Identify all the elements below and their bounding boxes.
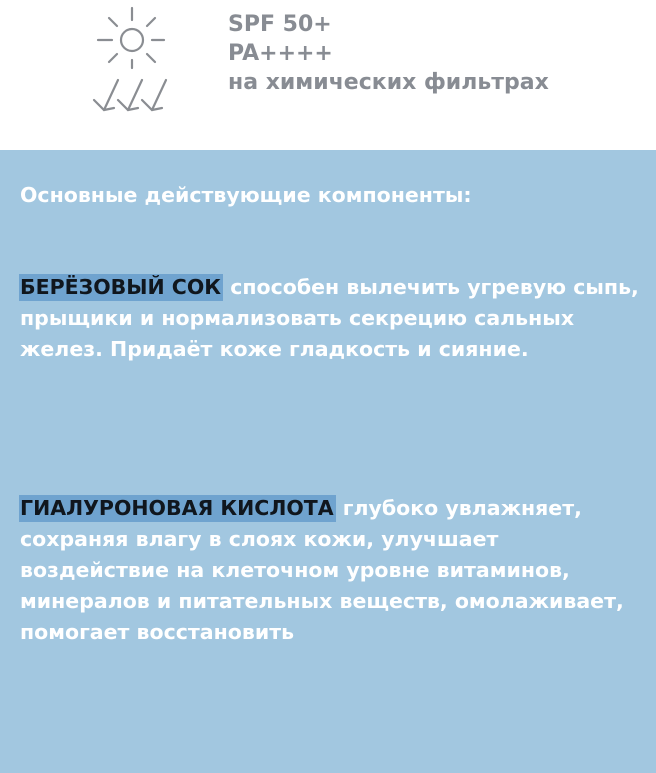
birch-sap-paragraph [20,272,640,365]
filter-type: на химических фильтрах [228,70,549,95]
hyaluronic-acid-highlight: ГИАЛУРОНОВАЯ КИСЛОТА [20,496,334,520]
birch-sap-text: способен вылечить угревую сыпь, прыщики и нормализовать секрецию сальных желез. Придаёт коже гладкость и сияние. [20,275,639,361]
spf-header [0,0,656,150]
sun-rain-icon [84,2,184,120]
components-heading: Основные действующие компоненты: [20,183,472,207]
components-panel [0,150,656,773]
birch-sap-highlight: БЕРЁЗОВЫЙ СОК [20,275,222,299]
hyaluronic-acid-paragraph [20,493,640,648]
hyaluronic-acid-text: глубоко увлажняет, сохраняя влагу в слоях кожи, улучшает воздействие на клеточном уровне витаминов, минералов и питательных веществ, омолаживает, помогает восстановить [20,496,624,644]
spf-value: SPF 50+ [228,12,332,37]
pa-value: PA++++ [228,41,333,66]
spf-info [228,10,549,97]
